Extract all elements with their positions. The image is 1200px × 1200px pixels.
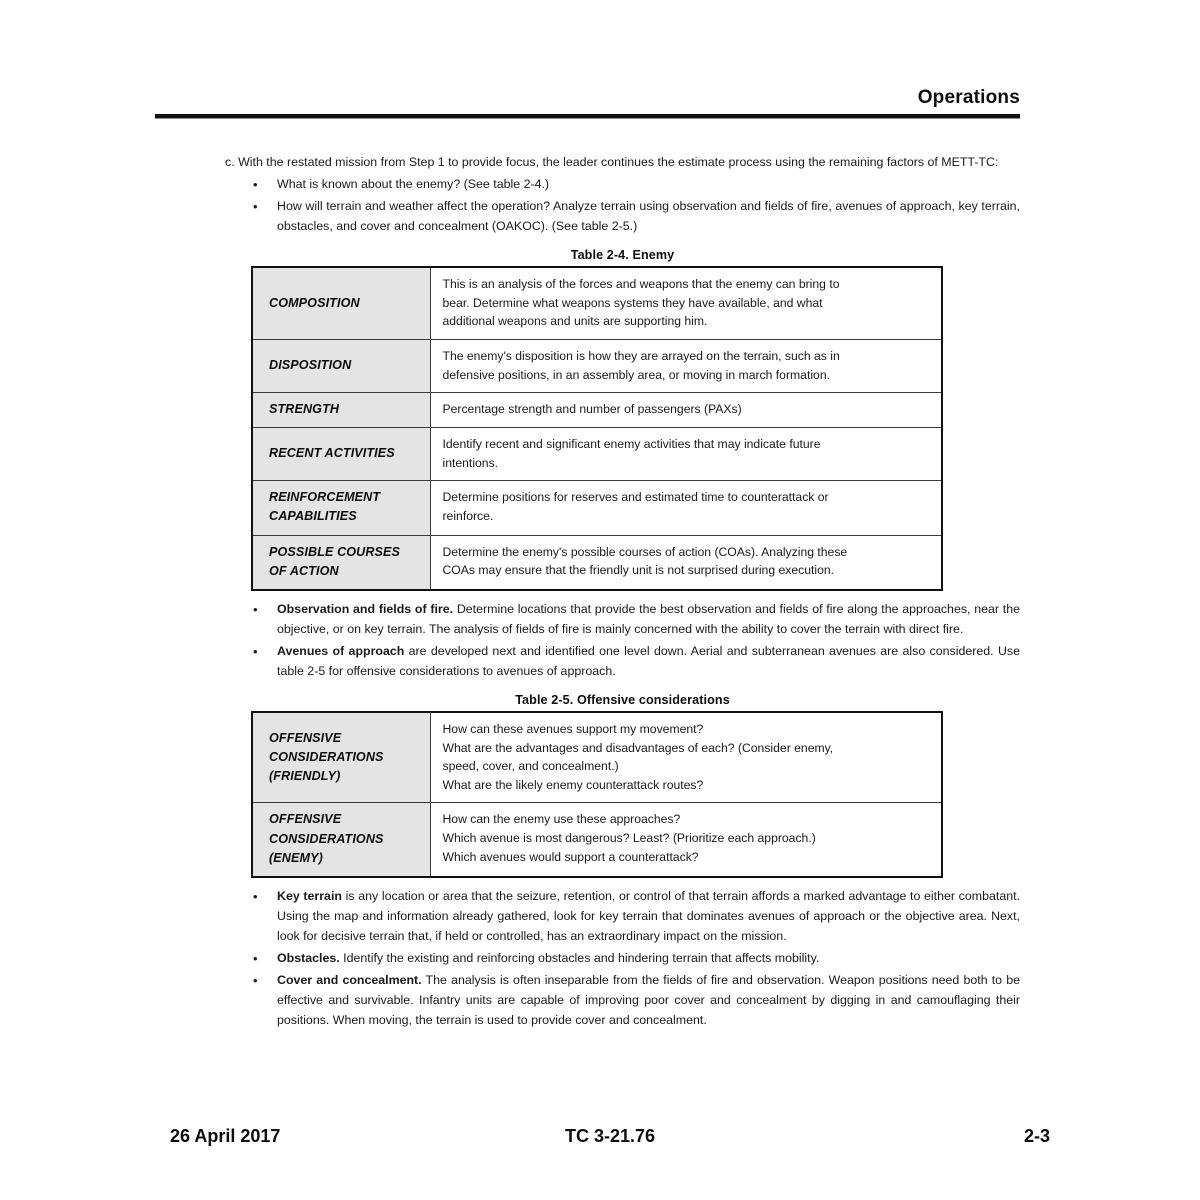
- cell-line: defensive positions, in an assembly area, or moving in march formation.: [442, 367, 830, 382]
- table-row-label: [252, 535, 430, 590]
- bullet-icon: •: [253, 199, 258, 215]
- list-item-text: How will terrain and weather affect the operation? Analyze terrain using observation and fields of fire, avenues of approach, key terrain, obstacles, and cover and concealment (OAKOC). (See table 2-5.): [277, 199, 1020, 234]
- table-row-label: [252, 481, 430, 535]
- bullet-icon: •: [253, 644, 258, 660]
- table-enemy-caption: Table 2-4. Enemy: [570, 248, 675, 263]
- table-row: [252, 712, 942, 803]
- label-line: OFFENSIVE: [269, 812, 342, 827]
- list-item: [225, 948, 1020, 968]
- label-line: OFFENSIVE: [269, 730, 342, 745]
- list-item: [225, 599, 1020, 639]
- list-item-text: What is known about the enemy? (See table 2-4.): [277, 177, 550, 192]
- cell-line: Which avenues would support a counterattack?: [442, 849, 699, 864]
- table-row-label: [252, 803, 430, 877]
- list-item-lead: Key terrain: [277, 888, 342, 903]
- cell-line: What are the advantages and disadvantages of each? (Consider enemy,: [442, 740, 834, 755]
- table-row-body: [430, 393, 942, 428]
- page-footer: [170, 1126, 1050, 1147]
- footer-publication: TC 3-21.76: [564, 1126, 656, 1146]
- cell-line: How can the enemy use these approaches?: [442, 812, 681, 827]
- cell-line: Determine the enemy's possible courses of action (COAs). Analyzing these: [442, 544, 848, 559]
- label-line: CONSIDERATIONS: [269, 831, 384, 846]
- terrain-bullet-list: [225, 886, 1020, 1031]
- cell-line: Determine positions for reserves and estimated time to counterattack or: [442, 490, 829, 505]
- cell-line: How can these avenues support my movement?: [442, 722, 704, 737]
- cell-line: reinforce.: [442, 508, 494, 523]
- table-row-label: COMPOSITION: [252, 267, 430, 339]
- intro-paragraph: c. With the restated mission from Step 1 to provide focus, the leader continues the estimate process using the remaining factors of METT-TC:: [225, 155, 999, 169]
- cell-line: Identify recent and significant enemy activities that may indicate future: [442, 437, 821, 452]
- footer-page-number: 2-3: [1023, 1126, 1050, 1146]
- table-row-body: [430, 340, 942, 393]
- table-row: [252, 340, 942, 393]
- label-line: REINFORCEMENT: [269, 490, 381, 505]
- table-offensive-caption: Table 2-5. Offensive considerations: [515, 693, 730, 708]
- list-item-text: The analysis is often inseparable from the fields of fire and observation. Weapon positions need both to be effective and survivable. Infantry units are capable of improving poor cover and concealment by digging in and camouflaging their positions. When moving, the terrain is used to provide cover and concealment.: [277, 973, 1020, 1028]
- table-row-body: [430, 803, 942, 877]
- label-line: (FRIENDLY): [269, 768, 341, 783]
- list-item: [225, 196, 1020, 236]
- list-item: [225, 970, 1020, 1030]
- list-item-lead: Cover and concealment.: [277, 973, 422, 988]
- cell-line: additional weapons and units are supporting him.: [442, 314, 708, 329]
- list-item-lead: Observation and fields of fire.: [277, 601, 454, 616]
- cell-line: speed, cover, and concealment.): [442, 759, 619, 774]
- table-row-body: [430, 428, 942, 481]
- table-row-label: DISPOSITION: [252, 340, 430, 393]
- bullet-icon: •: [253, 888, 258, 904]
- bullet-icon: •: [253, 951, 258, 967]
- list-item-text: are developed next and identified one level down. Aerial and subterranean avenues are also considered. Use table 2-5 for offensive considerations to avenues of approach.: [277, 644, 1020, 679]
- label-line: CAPABILITIES: [269, 509, 357, 524]
- table-row: [252, 803, 942, 877]
- table-row-body: [430, 481, 942, 535]
- table-offensive-considerations: [251, 711, 943, 878]
- page-title: Operations: [917, 87, 1020, 108]
- list-item-lead: Obstacles.: [277, 951, 340, 966]
- table-row: [252, 535, 942, 590]
- cell-line: bear. Determine what weapons systems they have available, and what: [442, 295, 823, 310]
- cell-line: The enemy's disposition is how they are arrayed on the terrain, such as in: [442, 349, 840, 364]
- cell-line: What are the likely enemy counterattack routes?: [442, 777, 704, 792]
- table-row: [252, 267, 942, 339]
- cell-line: COAs may ensure that the friendly unit is not surprised during execution.: [442, 563, 835, 578]
- oakoc-bullet-list: [225, 599, 1020, 681]
- cell-line: Which avenue is most dangerous? Least? (Prioritize each approach.): [442, 831, 816, 846]
- running-header: [155, 88, 1020, 119]
- list-item-lead: Avenues of approach: [277, 644, 405, 659]
- cell-line: intentions.: [442, 455, 499, 470]
- table-row-label: RECENT ACTIVITIES: [252, 428, 430, 481]
- cell-line: Percentage strength and number of passengers (PAXs): [442, 402, 742, 417]
- table-row-label: STRENGTH: [252, 393, 430, 428]
- bullet-icon: •: [253, 601, 258, 617]
- label-line: (ENEMY): [269, 850, 323, 865]
- label-line: OF ACTION: [269, 563, 339, 578]
- header-rule: [155, 114, 1020, 119]
- table-row: [252, 481, 942, 535]
- table-row-label: [252, 712, 430, 803]
- table-row-body: [430, 535, 942, 590]
- list-item: [225, 174, 1020, 194]
- bullet-icon: •: [253, 973, 258, 989]
- list-item-text: Identify the existing and reinforcing obstacles and hindering terrain that affects mobility.: [339, 951, 820, 966]
- table-row: [252, 428, 942, 481]
- bullet-icon: •: [253, 177, 258, 193]
- table-row-body: [430, 267, 942, 339]
- table-enemy: [251, 266, 943, 591]
- list-item-text: is any location or area that the seizure, retention, or control of that terrain affords a marked advantage to either combatant. Using the map and information already gathered, look for key terrain that dominates avenues of approach or the objective area. Next, look for decisive terrain that, if held or controlled, has an extraordinary impact on the mission.: [277, 888, 1020, 944]
- cell-line: This is an analysis of the forces and weapons that the enemy can bring to: [442, 277, 840, 292]
- list-item: [225, 641, 1020, 681]
- label-line: CONSIDERATIONS: [269, 749, 384, 764]
- table-row-body: [430, 712, 942, 803]
- label-line: POSSIBLE COURSES: [269, 544, 401, 559]
- document-content: [225, 152, 1020, 1031]
- intro-bullet-list: [225, 174, 1020, 236]
- list-item: [225, 886, 1020, 946]
- list-item-text: Determine locations that provide the best observation and fields of fire along the approaches, near the objective, or on key terrain. The analysis of fields of fire is mainly concerned with the ability to cover the terrain with direct fire.: [277, 601, 1020, 636]
- footer-date: 26 April 2017: [170, 1126, 281, 1146]
- table-row: [252, 393, 942, 428]
